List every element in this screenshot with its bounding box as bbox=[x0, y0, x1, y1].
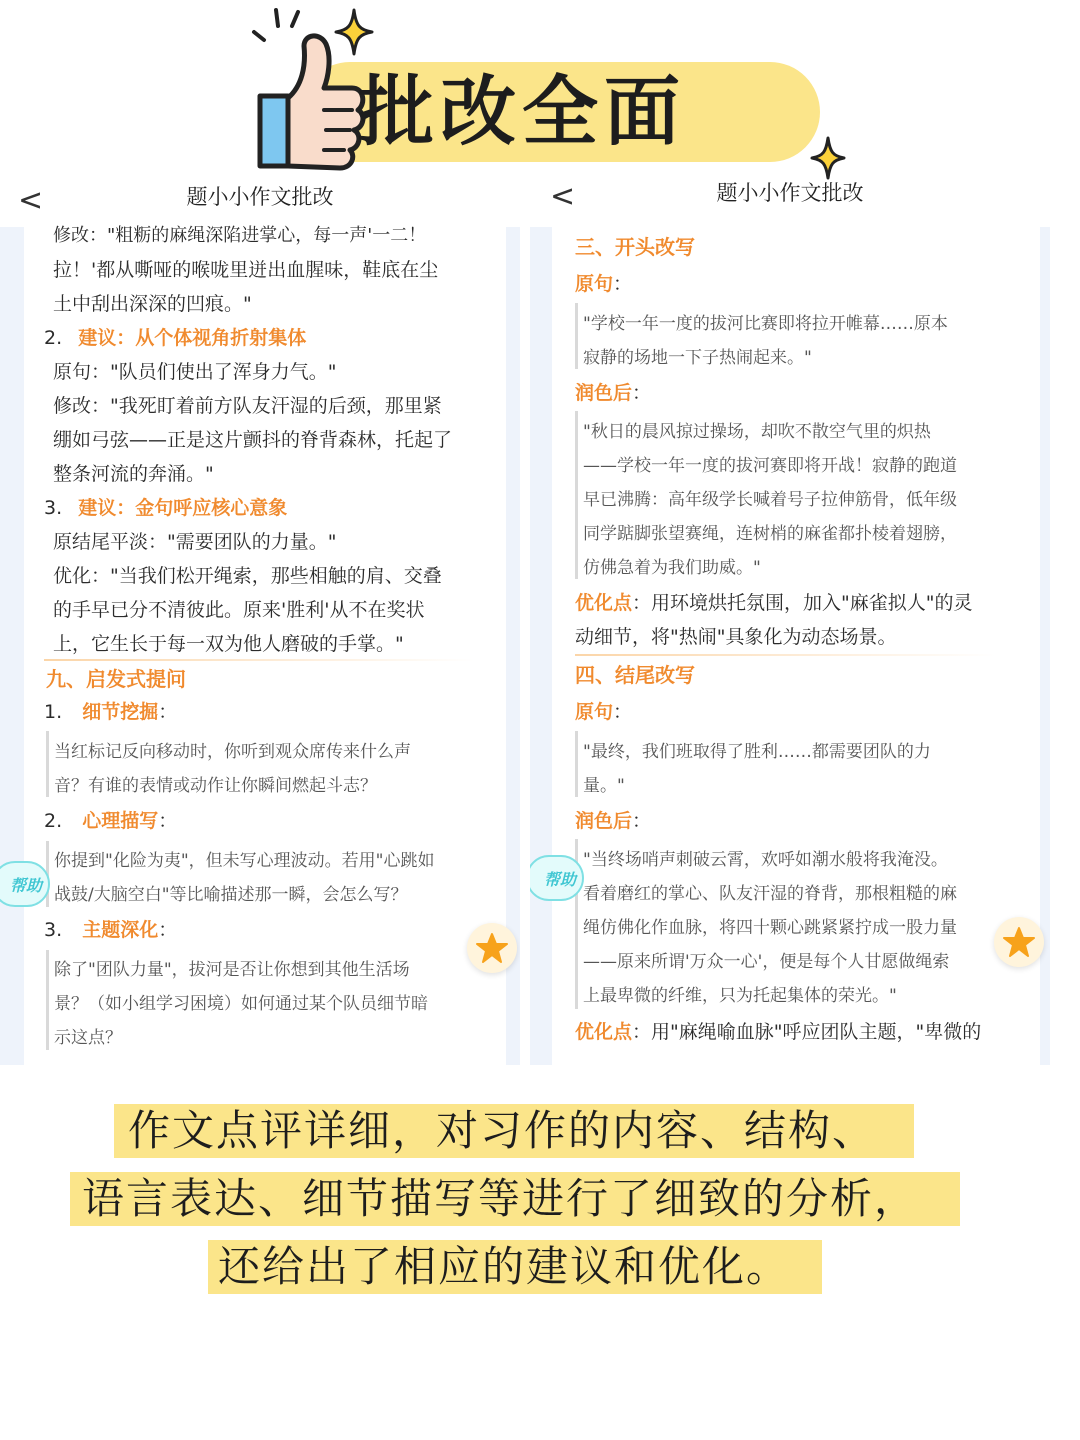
label-row bbox=[575, 269, 632, 296]
section-heading: 三、开头改写 bbox=[575, 235, 695, 259]
quote-line: 看着磨红的掌心、队友汗湿的脊背，那根粗糙的麻 bbox=[583, 884, 957, 904]
caption-line: 还给出了相应的建议和优化。 bbox=[218, 1242, 791, 1291]
label-colon: ： bbox=[158, 810, 178, 832]
section-heading: 九、启发式提问 bbox=[46, 667, 186, 691]
quote-line: 同学踮脚张望赛绳，连树梢的麻雀都扑棱着翅膀， bbox=[583, 524, 957, 544]
nav-title: 题小小作文批改 bbox=[716, 181, 864, 205]
quote-line: 寂静的场地一下子热闹起来。" bbox=[583, 348, 812, 368]
sparkle-lines-icon bbox=[248, 4, 308, 44]
item-number: 3. bbox=[44, 497, 63, 519]
optimization-label: 优化点 bbox=[575, 592, 633, 614]
quote-bar bbox=[46, 950, 49, 1050]
quote-line: "学校一年一度的拔河比赛即将拉开帷幕……原本 bbox=[583, 314, 948, 334]
quote-line: 示这点？ bbox=[54, 1028, 122, 1048]
text-line: 修改："我死盯着前方队友汗湿的后颈，那里紧 bbox=[53, 395, 442, 417]
nav-bar bbox=[530, 175, 1050, 223]
question-item bbox=[44, 806, 177, 833]
text-line: 上，它生长于每一双为他人磨破的手掌。" bbox=[53, 633, 404, 655]
quote-line: "最终，我们班取得了胜利……都需要团队的力 bbox=[583, 742, 931, 762]
question-item bbox=[44, 697, 177, 724]
quote-bar bbox=[46, 731, 49, 797]
label-colon: ： bbox=[613, 273, 633, 295]
label-row bbox=[575, 806, 651, 833]
label-colon: ： bbox=[158, 701, 178, 723]
quote-line: 除了"团队力量"，拔河是否让你想到其他生活场 bbox=[54, 960, 410, 980]
nav-title: 题小小作文批改 bbox=[186, 185, 334, 209]
text-line: 动细节，将"热闹"具象化为动态场景。 bbox=[575, 626, 897, 648]
text-line: 整条河流的奔涌。" bbox=[53, 463, 214, 485]
quote-line: ——学校一年一度的拔河赛即将开战！寂静的跑道 bbox=[583, 456, 957, 476]
star-sparkle-icon bbox=[810, 136, 846, 180]
star-icon bbox=[994, 917, 1044, 967]
text-line: 原句："队员们使出了浑身力气。" bbox=[53, 361, 337, 383]
label-row bbox=[575, 378, 651, 405]
quote-line: "秋日的晨风掠过操场，却吹不散空气里的炽热 bbox=[583, 422, 931, 442]
label-row bbox=[575, 697, 632, 724]
list-item bbox=[44, 323, 306, 350]
left-screenshot bbox=[0, 175, 520, 1065]
quote-line: 音？有谁的表情或动作让你瞬间燃起斗志？ bbox=[54, 776, 377, 796]
caption-line: 语言表达、细节描写等进行了细致的分析， bbox=[82, 1174, 919, 1223]
section-divider bbox=[575, 654, 995, 656]
text-line: 绷如弓弦——正是这片颤抖的脊背森林，托起了 bbox=[53, 429, 453, 451]
side-gutter bbox=[530, 227, 552, 1065]
quote-line: 景？（如小组学习困境）如何通过某个队员细节暗 bbox=[54, 994, 428, 1014]
question-label: 主题深化 bbox=[82, 919, 159, 941]
item-number: 1. bbox=[44, 701, 63, 723]
favorite-button[interactable] bbox=[467, 923, 517, 973]
quote-line: "当终场哨声刺破云霄，欢呼如潮水般将我淹没。 bbox=[583, 850, 948, 870]
quote-bar bbox=[575, 303, 578, 369]
help-button[interactable]: 帮助 bbox=[0, 861, 50, 907]
text-line: 修改："粗粝的麻绳深陷进掌心，每一声'一二！ bbox=[53, 225, 427, 246]
side-gutter bbox=[0, 227, 24, 1065]
right-screenshot bbox=[530, 175, 1050, 1065]
question-item bbox=[44, 915, 177, 942]
optimization-label: 优化点 bbox=[575, 1021, 633, 1043]
optimization-row bbox=[575, 588, 973, 615]
item-number: 2. bbox=[44, 810, 63, 832]
banner-title: 批改全面 bbox=[358, 67, 686, 156]
chevron-left-icon[interactable]: < bbox=[550, 179, 576, 214]
quote-bar bbox=[575, 411, 578, 579]
optimization-text: 用"麻绳喻血脉"呼应团队主题，"卑微的 bbox=[651, 1021, 982, 1043]
item-number: 2. bbox=[44, 327, 63, 349]
question-label: 细节挖掘 bbox=[82, 701, 159, 723]
quote-line: 当红标记反向移动时，你听到观众席传来什么声 bbox=[54, 742, 411, 762]
quote-line: 绳仿佛化作血脉，将四十颗心跳紧紧拧成一股力量 bbox=[583, 918, 957, 938]
text-line: 优化："当我们松开绳索，那些相触的肩、交叠 bbox=[53, 565, 442, 587]
optimization-text: 用环境烘托氛围，加入"麻雀拟人"的灵 bbox=[651, 592, 973, 614]
section-divider bbox=[44, 659, 474, 661]
item-number: 3. bbox=[44, 919, 63, 941]
nav-bar bbox=[0, 175, 520, 223]
label-colon: ： bbox=[632, 1021, 652, 1043]
quote-line: 你提到"化险为夷"，但未写心理波动。若用"心跳如 bbox=[54, 851, 435, 871]
label-colon: ： bbox=[632, 382, 652, 404]
label-colon: ： bbox=[632, 810, 652, 832]
suggestion-label: 建议：金句呼应核心意象 bbox=[78, 497, 288, 519]
quote-line: 量。" bbox=[583, 776, 625, 796]
question-label: 心理描写 bbox=[82, 810, 159, 832]
text-line: 土中刮出深深的凹痕。" bbox=[53, 293, 252, 315]
list-item bbox=[44, 493, 287, 520]
label-colon: ： bbox=[158, 919, 178, 941]
chevron-left-icon[interactable]: < bbox=[18, 183, 44, 218]
label-colon: ： bbox=[632, 592, 652, 614]
optimization-row bbox=[575, 1017, 981, 1044]
original-label: 原句 bbox=[575, 273, 614, 295]
text-line: 原结尾平淡："需要团队的力量。" bbox=[53, 531, 337, 553]
label-colon: ： bbox=[613, 701, 633, 723]
quote-line: ——原来所谓'万众一心'，便是每个人甘愿做绳索 bbox=[583, 952, 950, 972]
suggestion-label: 建议：从个体视角折射集体 bbox=[78, 327, 307, 349]
star-icon bbox=[467, 923, 517, 973]
star-sparkle-icon bbox=[334, 8, 374, 56]
quote-bar bbox=[575, 731, 578, 797]
quote-line: 早已沸腾：高年级学长喊着号子拉伸筋骨，低年级 bbox=[583, 490, 957, 510]
text-line: 拉！'都从嘶哑的喉咙里迸出血腥味，鞋底在尘 bbox=[53, 259, 439, 281]
section-heading: 四、结尾改写 bbox=[575, 663, 695, 687]
caption-line: 作文点评详细，对习作的内容、结构、 bbox=[128, 1106, 877, 1155]
quote-line: 仿佛急着为我们助威。" bbox=[583, 558, 761, 578]
text-line: 的手早已分不清彼此。原来'胜利'从不在奖状 bbox=[53, 599, 425, 621]
polished-label: 润色后 bbox=[575, 382, 633, 404]
help-button[interactable]: 帮助 bbox=[530, 855, 584, 901]
original-label: 原句 bbox=[575, 701, 614, 723]
header-banner bbox=[0, 0, 1080, 180]
quote-line: 上最卑微的纤维，只为托起集体的荣光。" bbox=[583, 986, 897, 1006]
polished-label: 润色后 bbox=[575, 810, 633, 832]
quote-line: 战鼓/大脑空白"等比喻描述那一瞬，会怎么写？ bbox=[54, 885, 408, 905]
favorite-button[interactable] bbox=[994, 917, 1044, 967]
